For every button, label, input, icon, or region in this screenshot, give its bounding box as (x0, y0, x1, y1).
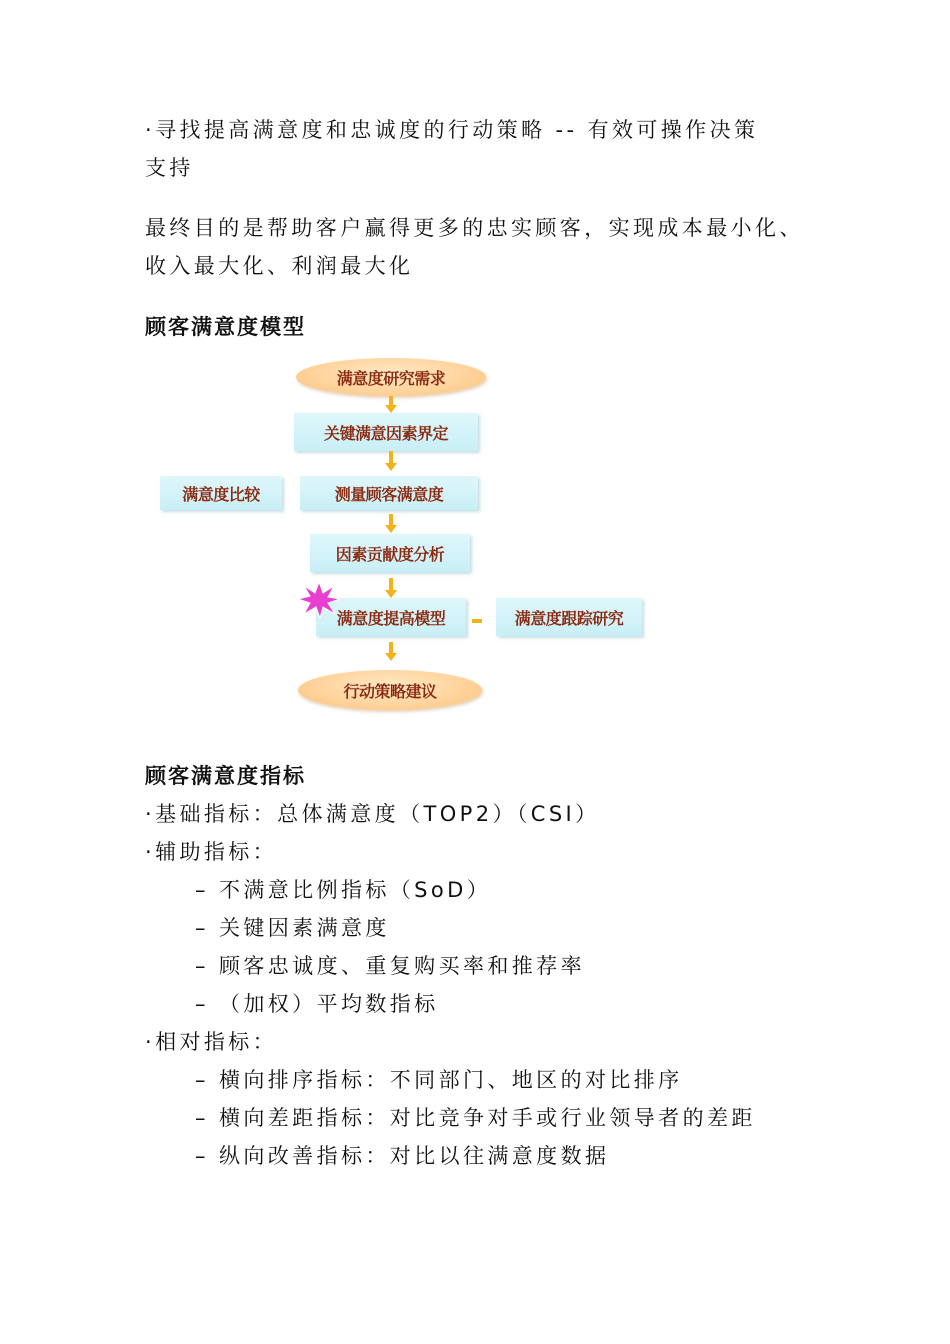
goal-line-1: 最终目的是帮助客户赢得更多的忠实顾客，实现成本最小化、 (145, 216, 804, 240)
list-item: – 横向差距指标：对比竞争对手或行业领导者的差距 (195, 1106, 756, 1130)
aux-indicator: ·辅助指标： (145, 840, 278, 864)
node-action: 行动策略建议 (298, 670, 482, 710)
arrow-5 (389, 642, 393, 654)
strategy-bullet: ·寻找提高满意度和忠诚度的行动策略 -- 有效可操作决策 (145, 118, 759, 142)
model-heading: 顾客满意度模型 (145, 315, 306, 339)
arrow-2 (389, 451, 393, 464)
list-item: – （加权）平均数指标 (195, 992, 439, 1016)
goal-line-2: 收入最大化、利润最大化 (145, 254, 414, 278)
node-measure: 测量顾客满意度 (300, 476, 478, 510)
relative-indicator: ·相对指标： (145, 1030, 278, 1054)
arrow-3 (389, 514, 393, 526)
arrow-1 (389, 396, 393, 406)
node-improve-model: 满意度提高模型 (316, 598, 466, 636)
node-contribution: 因素贡献度分析 (310, 534, 470, 572)
node-compare: 满意度比较 (160, 476, 282, 510)
list-item: – 纵向改善指标：对比以往满意度数据 (195, 1144, 610, 1168)
list-item: – 横向排序指标：不同部门、地区的对比排序 (195, 1068, 683, 1092)
list-item: – 顾客忠诚度、重复购买率和推荐率 (195, 954, 585, 978)
indicators-heading: 顾客满意度指标 (145, 764, 306, 788)
burst-icon (296, 580, 342, 620)
list-item: – 不满意比例指标（SoD） (195, 878, 492, 902)
node-tracking: 满意度跟踪研究 (496, 598, 642, 636)
node-research-need: 满意度研究需求 (296, 358, 486, 396)
arrow-horizontal (472, 619, 482, 623)
arrow-4 (389, 578, 393, 591)
basic-indicator: ·基础指标：总体满意度（TOP2）（CSI） (145, 802, 600, 826)
node-key-factors: 关键满意因素界定 (294, 413, 478, 451)
list-item: – 关键因素满意度 (195, 916, 390, 940)
strategy-bullet-cont: 支持 (145, 156, 194, 180)
